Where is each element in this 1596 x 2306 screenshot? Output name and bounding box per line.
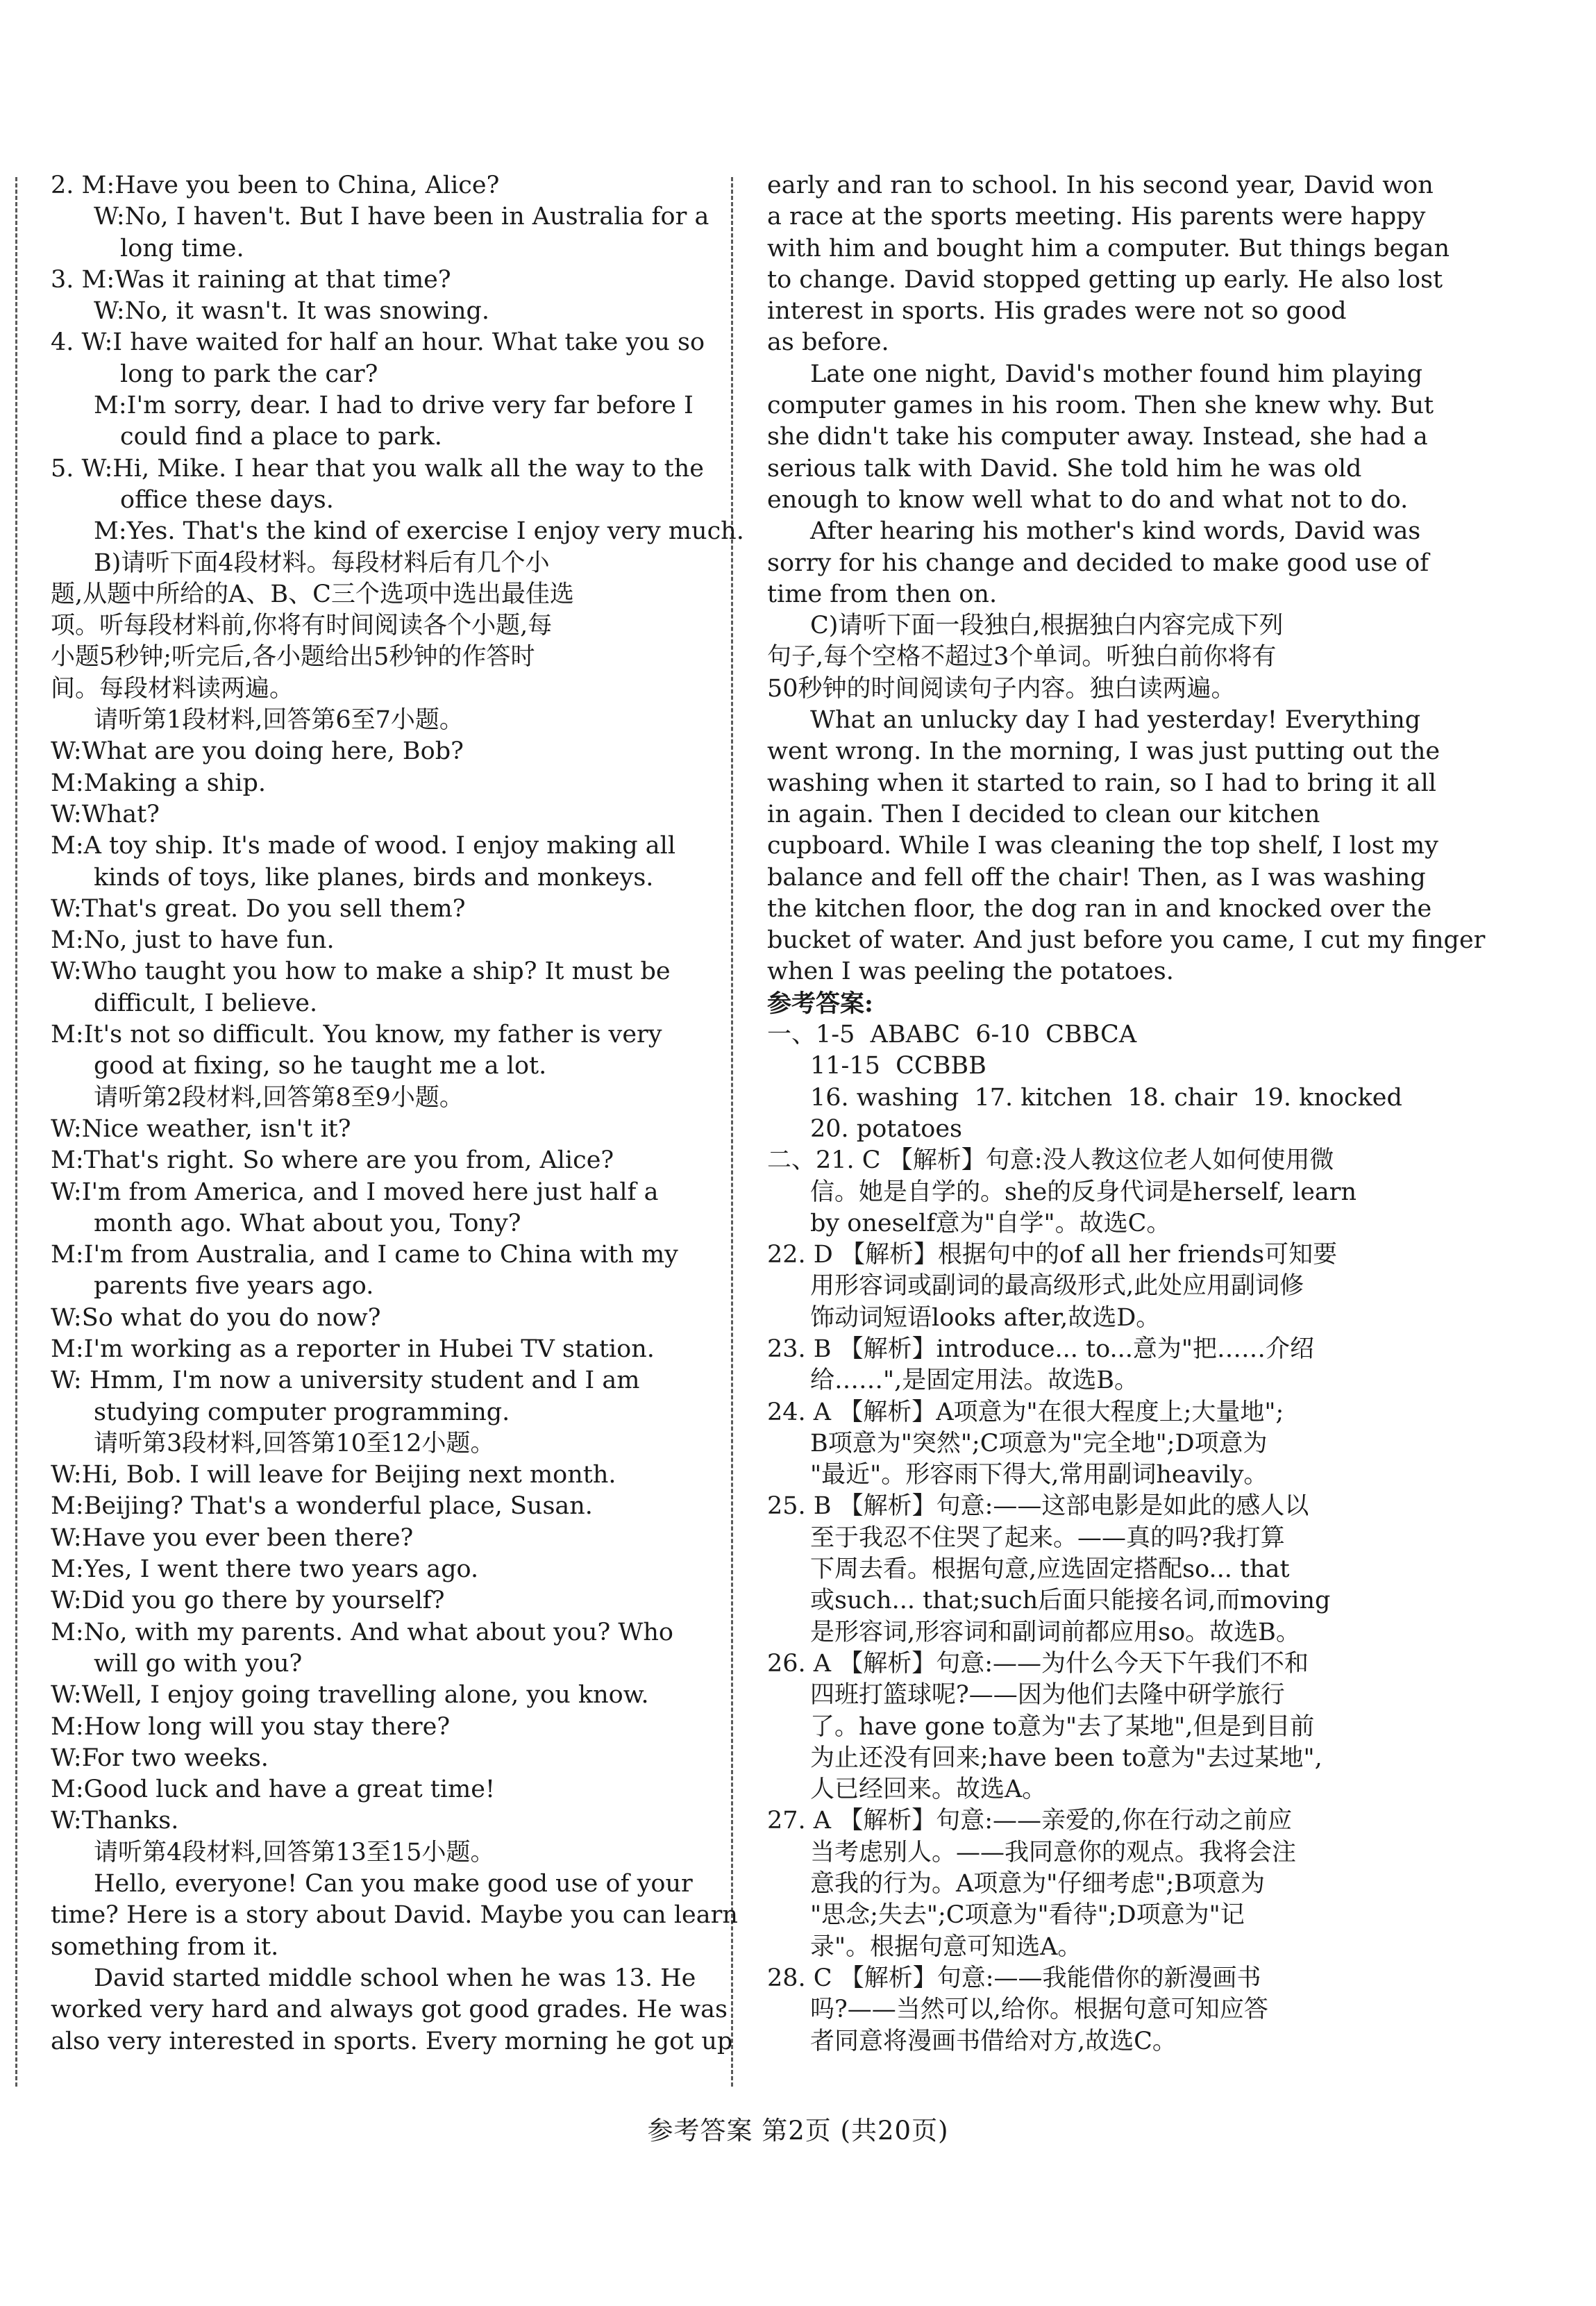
text-line: M:Beijing? That's a wonderful place, Susan. bbox=[51, 1492, 593, 1521]
text-line: 是形容词,形容词和副词前都应用so。故选B。 bbox=[810, 1618, 1300, 1646]
text-line: 请听第1段材料,回答第6至7小题。 bbox=[94, 706, 464, 735]
text-line: 二、21. C 【解析】句意:没人教这位老人如何使用微 bbox=[767, 1146, 1334, 1175]
text-line: sorry for his change and decided to make good use of bbox=[767, 549, 1429, 577]
text-line: cupboard. While I was cleaning the top shelf, I lost my bbox=[767, 832, 1438, 860]
text-line: After hearing his mother's kind words, David was bbox=[810, 517, 1421, 546]
text-line: time? Here is a story about David. Maybe you can learn bbox=[51, 1901, 738, 1930]
text-line: she didn't take his computer away. Instead, she had a bbox=[767, 423, 1428, 451]
text-line: What an unlucky day I had yesterday! Everything bbox=[810, 706, 1421, 735]
text-line: 4. W:I have waited for half an hour. What take you so bbox=[51, 328, 705, 357]
text-line: by oneself意为"自学"。故选C。 bbox=[810, 1209, 1171, 1237]
text-line: early and ran to school. In his second year, David won bbox=[767, 172, 1434, 199]
text-line: studying computer programming. bbox=[94, 1398, 510, 1426]
text-line: as before. bbox=[767, 328, 889, 357]
text-line: enough to know well what to do and what not to do. bbox=[767, 485, 1409, 514]
text-line: M:Yes. That's the kind of exercise I enjoy very much. bbox=[94, 517, 744, 546]
text-line: M:Good luck and have a great time! bbox=[51, 1776, 496, 1804]
text-line: 参考答案: bbox=[767, 989, 873, 1018]
text-line: M:I'm working as a reporter in Hubei TV station. bbox=[51, 1335, 655, 1363]
text-line: difficult, I believe. bbox=[94, 989, 318, 1017]
text-line: will go with you? bbox=[94, 1649, 303, 1678]
text-line: 意我的行为。A项意为"仔细考虑";B项意为 bbox=[810, 1870, 1265, 1898]
text-line: W:That's great. Do you sell them? bbox=[51, 894, 466, 923]
text-line: with him and bought him a computer. But things began bbox=[767, 234, 1450, 262]
text-line: 50秒钟的时间阅读句子内容。独白读两遍。 bbox=[767, 674, 1236, 703]
text-line: in again. Then I decided to clean our kitchen bbox=[767, 800, 1320, 828]
text-line: W:Did you go there by yourself? bbox=[51, 1587, 445, 1615]
text-line: washing when it started to rain, so I had to bring it all bbox=[767, 769, 1436, 797]
text-line: W:Thanks. bbox=[51, 1807, 179, 1835]
text-line: computer games in his room. Then she knew why. But bbox=[767, 392, 1434, 420]
text-line: 项。听每段材料前,你将有时间阅读各个小题,每 bbox=[51, 612, 553, 640]
text-line: 信。她是自学的。she的反身代词是herself, learn bbox=[810, 1178, 1357, 1206]
text-line: W:Who taught you how to make a ship? It must be bbox=[51, 958, 671, 986]
text-line: 27. A 【解析】句意:——亲爱的,你在行动之前应 bbox=[767, 1807, 1293, 1835]
text-line: a race at the sports meeting. His parents were happy bbox=[767, 203, 1426, 231]
text-line: David started middle school when he was 13. He bbox=[94, 1964, 696, 1992]
text-line: time from then on. bbox=[767, 580, 998, 608]
text-line: 2. M:Have you been to China, Alice? bbox=[51, 172, 500, 199]
text-line: W:No, I haven't. But I have been in Australia for a bbox=[94, 203, 709, 231]
text-line: balance and fell off the chair! Then, as I was washing bbox=[767, 863, 1426, 892]
text-line: good at fixing, so he taught me a lot. bbox=[94, 1052, 547, 1080]
text-line: M:It's not so difficult. You know, my father is very bbox=[51, 1021, 662, 1049]
text-line: W:So what do you do now? bbox=[51, 1303, 381, 1332]
text-line: bucket of water. And just before you came, I cut my finger bbox=[767, 926, 1486, 955]
text-line: W:Nice weather, isn't it? bbox=[51, 1114, 351, 1143]
text-line: 一、1-5 ABABC 6-10 CBBCA bbox=[767, 1021, 1137, 1049]
text-line: something from it. bbox=[51, 1932, 279, 1961]
text-line: "最近"。形容雨下得大,常用副词heavily。 bbox=[810, 1461, 1268, 1489]
text-line: W:No, it wasn't. It was snowing. bbox=[94, 297, 490, 326]
text-line: "思念;失去";C项意为"看待";D项意为"记 bbox=[810, 1901, 1245, 1930]
text-line: 28. C 【解析】句意:——我能借你的新漫画书 bbox=[767, 1964, 1261, 1992]
text-line: 了。have gone to意为"去了某地",但是到目前 bbox=[810, 1712, 1315, 1741]
text-line: 者同意将漫画书借给对方,故选C。 bbox=[810, 2027, 1177, 2055]
text-line: 3. M:Was it raining at that time? bbox=[51, 265, 451, 294]
text-line: W: Hmm, I'm now a university student and I am bbox=[51, 1367, 640, 1395]
text-line: W:Hi, Bob. I will leave for Beijing next month. bbox=[51, 1461, 616, 1489]
text-line: 录"。根据句意可知选A。 bbox=[810, 1932, 1082, 1961]
text-line: W:For two weeks. bbox=[51, 1744, 269, 1772]
text-line: B项意为"突然";C项意为"完全地";D项意为 bbox=[810, 1429, 1268, 1457]
text-line: W:Have you ever been there? bbox=[51, 1523, 414, 1552]
text-line: 下周去看。根据句意,应选固定搭配so... that bbox=[810, 1555, 1290, 1584]
text-line: 或such... that;such后面只能接名词,而moving bbox=[810, 1587, 1331, 1615]
text-line: 20. potatoes bbox=[810, 1114, 963, 1143]
text-line: 5. W:Hi, Mike. I hear that you walk all the way to the bbox=[51, 454, 705, 483]
text-line: office these days. bbox=[120, 485, 334, 514]
left-margin-rule bbox=[15, 177, 17, 2087]
text-line: also very interested in sports. Every morning he got up bbox=[51, 2027, 733, 2055]
text-line: M:That's right. So where are you from, Alice? bbox=[51, 1146, 614, 1175]
text-line: long to park the car? bbox=[120, 360, 378, 388]
text-line: long time. bbox=[120, 234, 244, 262]
text-line: W:What? bbox=[51, 800, 160, 828]
text-line: 24. A 【解析】A项意为"在很大程度上;大量地"; bbox=[767, 1398, 1284, 1426]
left-column bbox=[51, 170, 744, 2057]
text-line: 至于我忍不住哭了起来。——真的吗?我打算 bbox=[810, 1523, 1285, 1552]
text-line: parents five years ago. bbox=[94, 1272, 374, 1301]
text-line: 26. A 【解析】句意:——为什么今天下午我们不和 bbox=[767, 1649, 1309, 1678]
text-line: W:I'm from America, and I moved here just half a bbox=[51, 1178, 659, 1206]
text-line: M:No, just to have fun. bbox=[51, 926, 335, 955]
text-line: 用形容词或副词的最高级形式,此处应用副词修 bbox=[810, 1272, 1304, 1301]
text-line: kinds of toys, like planes, birds and monkeys. bbox=[94, 863, 654, 892]
text-line: serious talk with David. She told him he was old bbox=[767, 454, 1362, 483]
text-line: M:How long will you stay there? bbox=[51, 1712, 451, 1741]
text-line: 句子,每个空格不超过3个单词。听独白前你将有 bbox=[767, 643, 1277, 671]
text-line: 16. washing 17. kitchen 18. chair 19. knocked bbox=[810, 1083, 1402, 1112]
text-line: went wrong. In the morning, I was just putting out the bbox=[767, 737, 1440, 766]
text-line: the kitchen floor, the dog ran in and knocked over the bbox=[767, 894, 1432, 923]
text-line: 请听第3段材料,回答第10至12小题。 bbox=[94, 1429, 495, 1457]
text-line: 当考虑别人。——我同意你的观点。我将会注 bbox=[810, 1838, 1297, 1866]
text-line: 间。每段材料读两遍。 bbox=[51, 674, 294, 703]
text-line: 给……",是固定用法。故选B。 bbox=[810, 1367, 1139, 1395]
text-line: 吗?——当然可以,给你。根据句意可知应答 bbox=[810, 1996, 1268, 2024]
text-line: Hello, everyone! Can you make good use of your bbox=[94, 1870, 693, 1898]
text-line: 人已经回来。故选A。 bbox=[810, 1776, 1047, 1804]
text-line: 请听第4段材料,回答第13至15小题。 bbox=[94, 1838, 495, 1866]
text-line: M:I'm from Australia, and I came to China with my bbox=[51, 1241, 678, 1269]
text-line: M:No, with my parents. And what about you? Who bbox=[51, 1618, 673, 1646]
text-line: interest in sports. His grades were not so good bbox=[767, 297, 1347, 326]
text-line: B)请听下面4段材料。每段材料后有几个小 bbox=[94, 549, 550, 577]
text-line: Late one night, David's mother found him playing bbox=[810, 360, 1422, 388]
text-line: 23. B 【解析】introduce... to...意为"把……介绍 bbox=[767, 1335, 1314, 1363]
text-line: M:Making a ship. bbox=[51, 769, 267, 797]
text-line: 22. D 【解析】根据句中的of all her friends可知要 bbox=[767, 1241, 1338, 1269]
text-line: 题,从题中所给的A、B、C三个选项中选出最佳选 bbox=[51, 580, 574, 608]
text-line: worked very hard and always got good grades. He was bbox=[51, 1996, 728, 2024]
text-line: C)请听下面一段独白,根据独白内容完成下列 bbox=[810, 612, 1284, 640]
text-line: when I was peeling the potatoes. bbox=[767, 958, 1174, 986]
column-divider bbox=[731, 177, 733, 2087]
right-column bbox=[767, 170, 1486, 2057]
text-line: 25. B 【解析】句意:——这部电影是如此的感人以 bbox=[767, 1492, 1309, 1521]
text-line: 11-15 CCBBB bbox=[810, 1052, 986, 1080]
text-line: W:What are you doing here, Bob? bbox=[51, 737, 464, 766]
text-line: M:A toy ship. It's made of wood. I enjoy making all bbox=[51, 832, 676, 860]
text-line: month ago. What about you, Tony? bbox=[94, 1209, 521, 1237]
text-line: 四班打篮球呢?——因为他们去隆中研学旅行 bbox=[810, 1681, 1285, 1710]
page-footer: 参考答案 第2页 (共20页) bbox=[647, 2116, 949, 2146]
text-line: 请听第2段材料,回答第8至9小题。 bbox=[94, 1083, 464, 1112]
text-line: W:Well, I enjoy going travelling alone, you know. bbox=[51, 1681, 649, 1710]
text-line: could find a place to park. bbox=[120, 423, 442, 451]
text-line: to change. David stopped getting up early. He also lost bbox=[767, 265, 1443, 294]
text-line: M:I'm sorry, dear. I had to drive very far before I bbox=[94, 392, 694, 420]
text-line: 为止还没有回来;have been to意为"去过某地", bbox=[810, 1744, 1322, 1772]
text-line: M:Yes, I went there two years ago. bbox=[51, 1555, 479, 1584]
text-line: 饰动词短语looks after,故选D。 bbox=[810, 1303, 1161, 1332]
text-line: 小题5秒钟;听完后,各小题给出5秒钟的作答时 bbox=[51, 643, 535, 671]
